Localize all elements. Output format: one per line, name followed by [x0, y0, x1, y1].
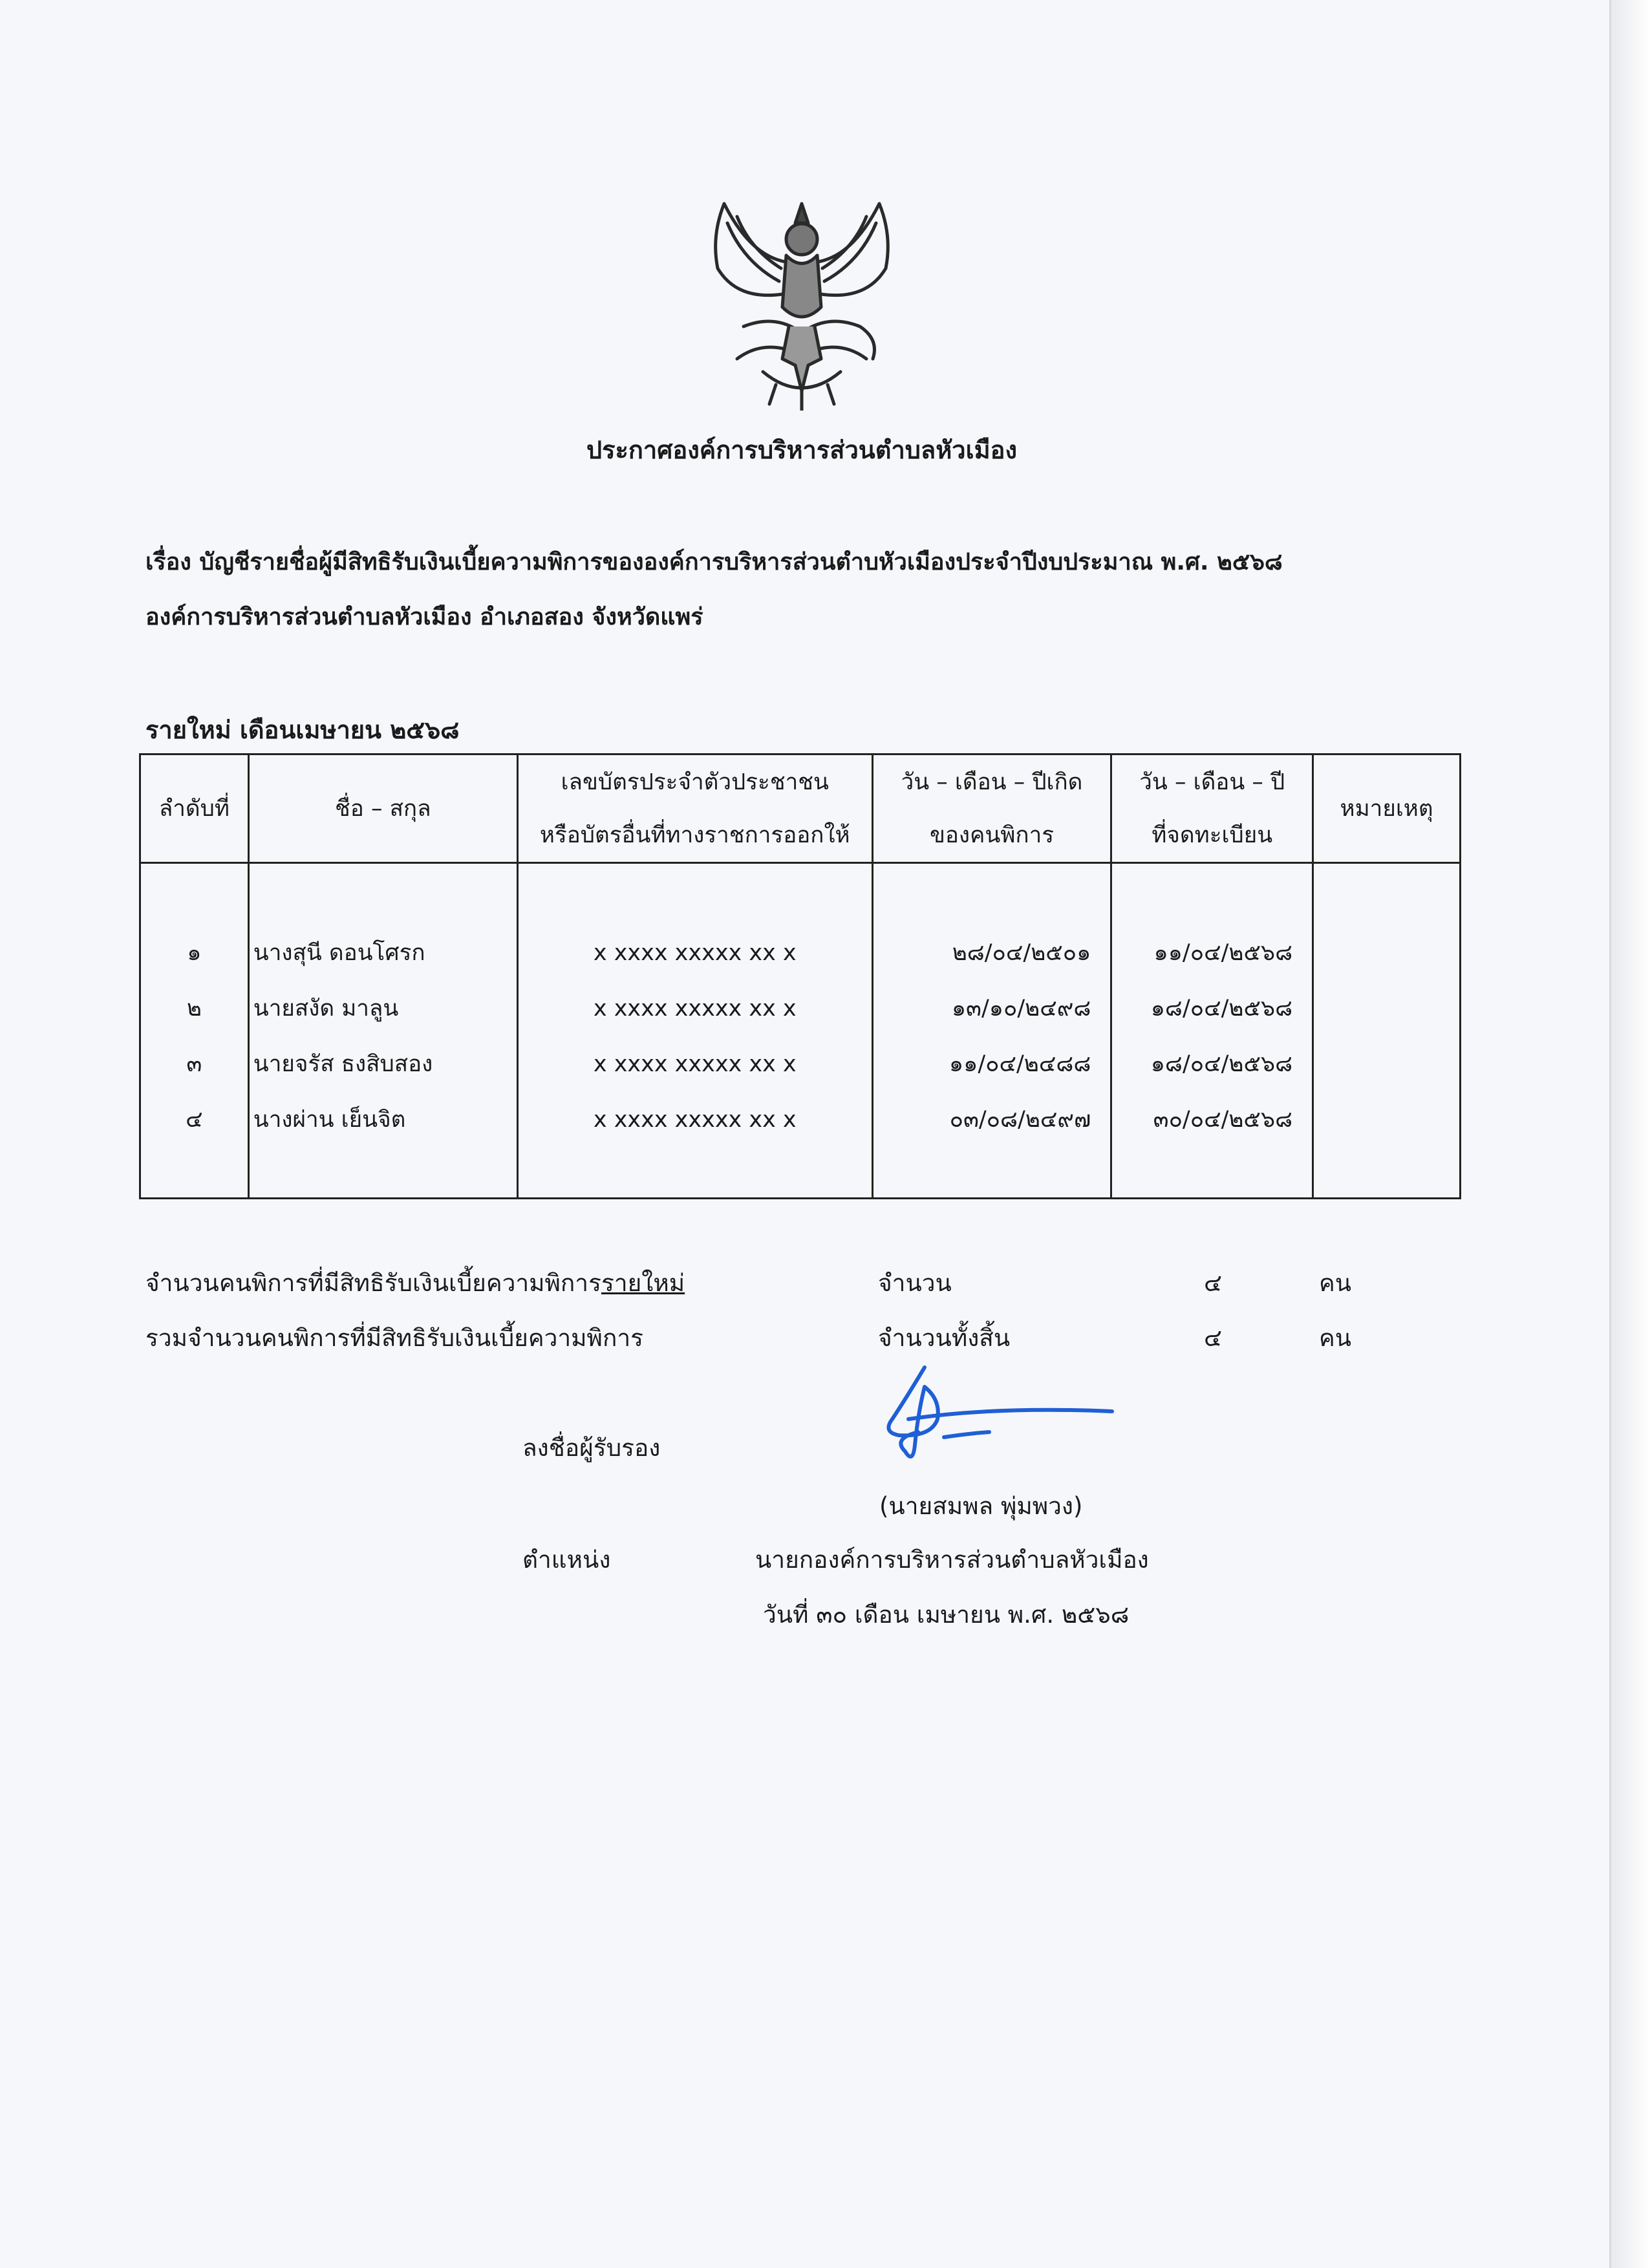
summary-total-count: ๔	[1204, 1324, 1223, 1352]
sign-date: วันที่ ๓๐ เดือน เมษายน พ.ศ. ๒๕๖๘	[763, 1601, 1130, 1629]
org-line: องค์การบริหารส่วนตำบลหัวเมือง อำเภอสอง จังหวัดแพร่	[145, 604, 703, 630]
cell-no: ๓	[186, 1051, 202, 1077]
column-dob	[872, 863, 1111, 1199]
header-reg-line1: วัน – เดือน – ปี	[1139, 769, 1285, 795]
cell-reg: ๓๐/๐๔/๒๕๖๘	[1153, 1107, 1293, 1133]
cell-id: x xxxx xxxxx xx x	[593, 940, 797, 966]
summary-total-unit: คน	[1319, 1324, 1352, 1352]
header-dob-line2: ของคนพิการ	[929, 822, 1055, 848]
cell-name: นายสงัด มาลูน	[253, 996, 399, 1022]
summary-new-underlined: รายใหม่	[601, 1269, 685, 1297]
garuda-emblem-icon	[698, 178, 905, 411]
summary-new-prefix: จำนวนคนพิการที่มีสิทธิรับเงินเบี้ยความพิการ	[145, 1269, 601, 1297]
header-reg-line2: ที่จดทะเบียน	[1152, 822, 1273, 848]
column-name	[248, 863, 517, 1199]
cell-dob: ๑๓/๑๐/๒๔๙๘	[951, 996, 1091, 1022]
cell-dob: ๑๑/๐๔/๒๔๘๘	[948, 1051, 1091, 1077]
signature-label: ลงชื่อผู้รับรอง	[522, 1434, 661, 1462]
table-body-row	[140, 863, 1461, 1199]
cell-no: ๔	[186, 1107, 203, 1133]
subject-line: เรื่อง บัญชีรายชื่อผู้มีสิทธิรับเงินเบี้ยความพิการขององค์การบริหารส่วนตำบหัวเมืองประจำปีงบประมาณ พ.ศ. ๒๕๖๘	[145, 549, 1283, 575]
handwritten-signature-icon	[879, 1361, 1125, 1471]
header-id-card	[517, 754, 872, 863]
announcement-title: ประกาศองค์การบริหารส่วนตำบลหัวเมือง	[586, 436, 1018, 464]
cell-reg: ๑๘/๐๔/๒๕๖๘	[1150, 996, 1293, 1022]
header-remark: หมายเหตุ	[1313, 754, 1461, 863]
summary-total-label: จำนวนทั้งสิ้น	[878, 1324, 1011, 1352]
section-heading: รายใหม่ เดือนเมษายน ๒๕๖๘	[145, 716, 460, 744]
cell-reg: ๑๑/๐๔/๒๕๖๘	[1153, 940, 1293, 966]
summary-new-text	[145, 1264, 685, 1302]
summary-new-label: จำนวน	[878, 1269, 952, 1297]
table-header-row	[140, 754, 1461, 863]
header-name: ชื่อ – สกุล	[248, 754, 517, 863]
cell-no: ๒	[186, 996, 202, 1022]
beneficiary-table	[139, 753, 1461, 1199]
header-birth-date	[872, 754, 1111, 863]
header-dob-line1: วัน – เดือน – ปีเกิด	[901, 769, 1083, 795]
header-id-line1: เลขบัตรประจำตัวประชาชน	[561, 769, 829, 795]
cell-no: ๑	[187, 940, 202, 966]
column-id	[517, 863, 872, 1199]
column-remark	[1313, 863, 1461, 1199]
summary-new-unit: คน	[1319, 1269, 1352, 1297]
cell-id: x xxxx xxxxx xx x	[593, 996, 797, 1022]
position-value: นายกองค์การบริหารส่วนตำบลหัวเมือง	[755, 1546, 1149, 1574]
cell-id: x xxxx xxxxx xx x	[593, 1107, 797, 1133]
cell-name: นางผ่าน เย็นจิต	[253, 1107, 406, 1133]
signer-name: (นายสมพล พุ่มพวง)	[879, 1492, 1083, 1520]
column-no	[140, 863, 249, 1199]
column-reg	[1111, 863, 1313, 1199]
page-edge	[1609, 0, 1650, 2268]
cell-reg: ๑๘/๐๔/๒๕๖๘	[1150, 1051, 1293, 1077]
position-label: ตำแหน่ง	[522, 1546, 611, 1574]
cell-id: x xxxx xxxxx xx x	[593, 1051, 797, 1077]
cell-name: นายจรัส ธงสิบสอง	[253, 1051, 433, 1077]
header-no: ลำดับที่	[140, 754, 249, 863]
header-registration-date	[1111, 754, 1313, 863]
summary-total-text: รวมจำนวนคนพิการที่มีสิทธิรับเงินเบี้ยความพิการ	[145, 1324, 643, 1352]
header-id-line2: หรือบัตรอื่นที่ทางราชการออกให้	[539, 822, 850, 848]
summary-new-count: ๔	[1204, 1269, 1223, 1297]
cell-dob: ๒๘/๐๔/๒๕๐๑	[952, 940, 1091, 966]
cell-dob: ๐๓/๐๘/๒๔๙๗	[949, 1107, 1091, 1133]
cell-name: นางสุนี ดอนโศรก	[253, 940, 425, 966]
